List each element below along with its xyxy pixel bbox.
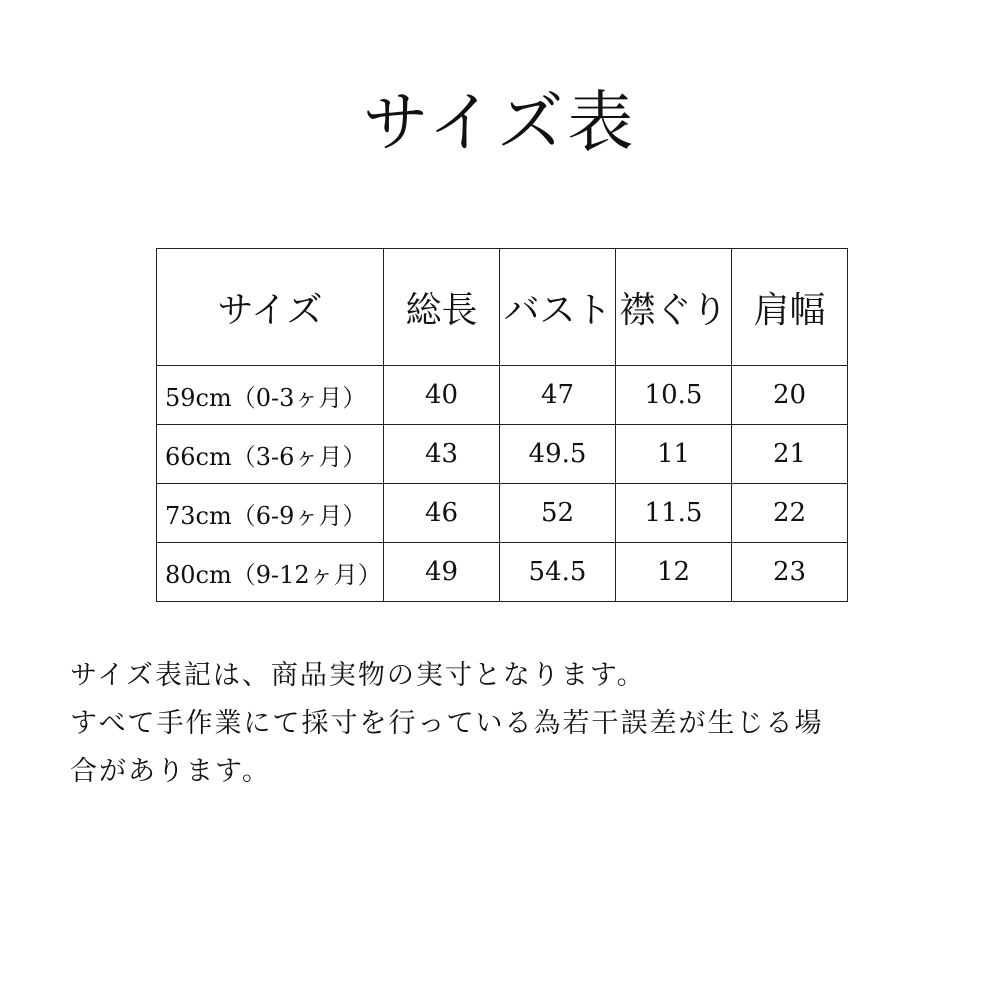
cell-total-length: 43 (384, 425, 500, 484)
cell-bust: 54.5 (500, 543, 616, 602)
cell-size: 80cm（9-12ヶ月） (157, 543, 384, 602)
table-header-row (157, 249, 848, 366)
header-bust: バスト (500, 249, 616, 366)
cell-shoulder-width: 20 (732, 366, 848, 425)
cell-bust: 47 (500, 366, 616, 425)
cell-neckline: 11 (616, 425, 732, 484)
cell-size: 59cm（0-3ヶ月） (157, 366, 384, 425)
cell-neckline: 10.5 (616, 366, 732, 425)
cell-size: 66cm（3-6ヶ月） (157, 425, 384, 484)
page-title: サイズ表 (362, 84, 638, 161)
note-line: すべて手作業にて採寸を行っている為若干誤差が生じる場 (70, 708, 824, 739)
cell-total-length: 40 (384, 366, 500, 425)
size-table (156, 248, 848, 602)
table-row (157, 425, 848, 484)
header-shoulder-width: 肩幅 (732, 249, 848, 366)
cell-shoulder-width: 22 (732, 484, 848, 543)
note-line: サイズ表記は、商品実物の実寸となります。 (70, 660, 646, 691)
cell-size: 73cm（6-9ヶ月） (157, 484, 384, 543)
table-row (157, 484, 848, 543)
cell-shoulder-width: 23 (732, 543, 848, 602)
cell-bust: 52 (500, 484, 616, 543)
cell-shoulder-width: 21 (732, 425, 848, 484)
table-row (157, 366, 848, 425)
cell-bust: 49.5 (500, 425, 616, 484)
table-row (157, 543, 848, 602)
cell-neckline: 12 (616, 543, 732, 602)
header-neckline: 襟ぐり (616, 249, 732, 366)
header-size: サイズ (157, 249, 384, 366)
size-note (70, 652, 970, 796)
cell-neckline: 11.5 (616, 484, 732, 543)
header-total-length: 総長 (384, 249, 500, 366)
cell-total-length: 49 (384, 543, 500, 602)
note-line: 合があります。 (70, 756, 271, 787)
cell-total-length: 46 (384, 484, 500, 543)
